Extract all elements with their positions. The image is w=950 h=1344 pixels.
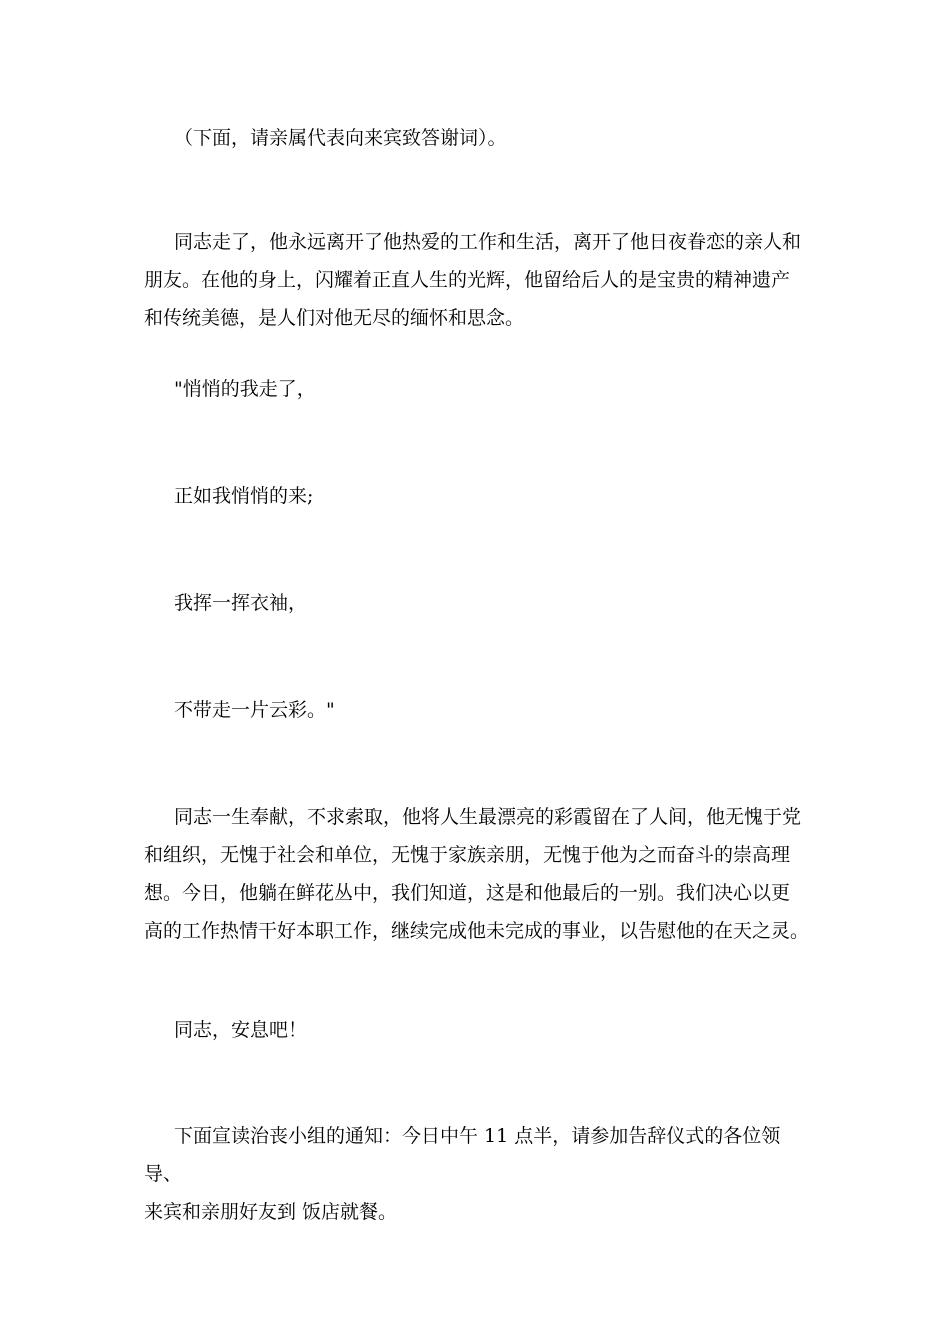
text-line: 朋友。在他的身上，闪耀着正直人生的光辉，他留给后人的是宝贵的精神遗产 — [144, 269, 791, 291]
text-line: 同志一生奉献，不求索取，他将人生最漂亮的彩霞留在了人间，他无愧于党 — [174, 806, 802, 828]
text-line: 和传统美德，是人们对他无尽的缅怀和思念。 — [144, 307, 525, 329]
text-line: 高的工作热情干好本职工作，继续完成他未完成的事业，以告慰他的在天之灵。 — [144, 920, 810, 942]
paragraph-dedication — [144, 798, 812, 950]
poem-line-1 — [144, 370, 812, 408]
poem-line-3 — [144, 584, 812, 622]
text-line: 下面宣读治丧小组的通知：今日中午 11 点半，请参加告辞仪式的各位领导、 — [144, 1125, 781, 1185]
text-line: 正如我悄悄的来; — [174, 485, 314, 507]
poem-line-4 — [144, 691, 812, 729]
paragraph-farewell — [144, 1011, 812, 1049]
text-line: 我挥一挥衣袖， — [174, 592, 308, 614]
text-line: 同志，安息吧！ — [174, 1019, 308, 1041]
text-line: "悄悄的我走了， — [174, 378, 316, 400]
text-line: （下面，请亲属代表向来宾致答谢词）。 — [174, 127, 507, 149]
text-line: 来宾和亲朋好友到 饭店就餐。 — [144, 1201, 398, 1223]
paragraph-meal-notice — [144, 1117, 812, 1231]
paragraph-tribute — [144, 223, 812, 337]
text-line: 和组织，无愧于社会和单位，无愧于家族亲朋，无愧于他为之而奋斗的崇高理 — [144, 844, 791, 866]
text-line: 同志走了，他永远离开了他热爱的工作和生活，离开了他日夜眷恋的亲人和 — [174, 231, 802, 253]
poem-line-2 — [144, 477, 812, 515]
paragraph-thanks-notice — [144, 119, 812, 157]
text-line: 不带走一片云彩。" — [174, 699, 335, 721]
text-line: 想。今日，他躺在鲜花丛中，我们知道，这是和他最后的一别。我们决心以更 — [144, 882, 791, 904]
